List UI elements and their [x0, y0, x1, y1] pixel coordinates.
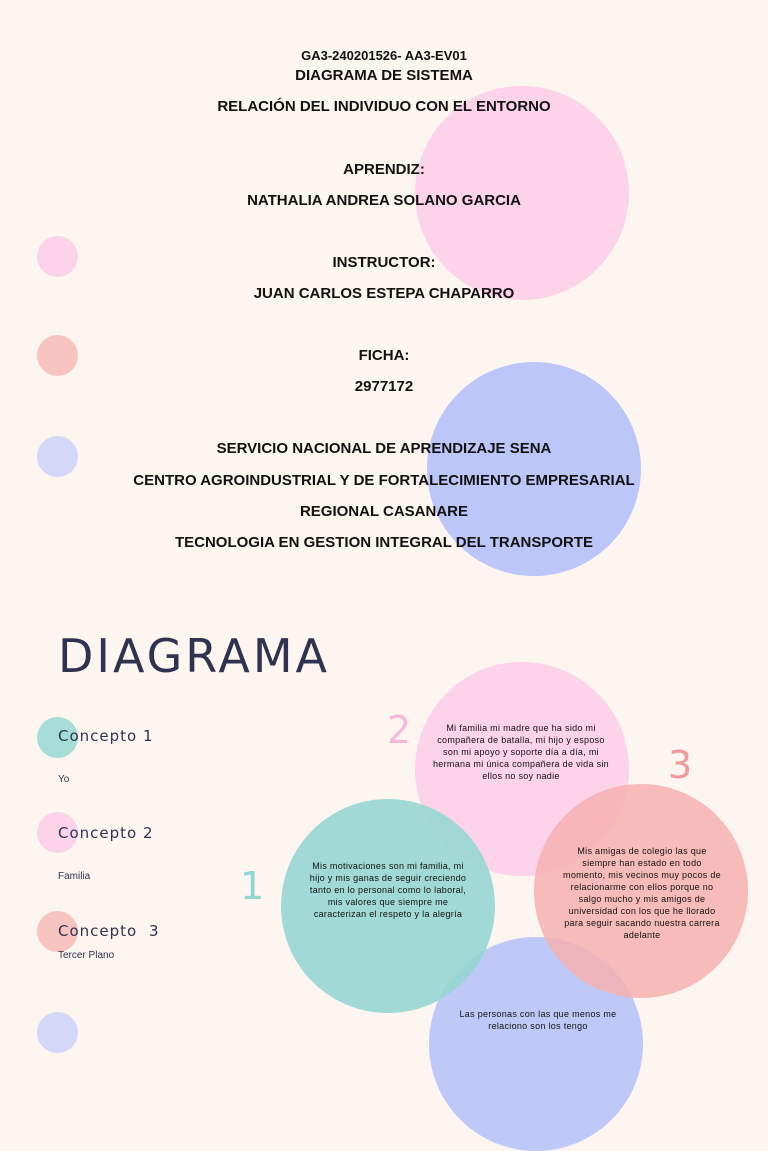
document-title: DIAGRAMA DE SISTEMA — [295, 67, 473, 84]
document-subtitle: RELACIÓN DEL INDIVIDUO CON EL ENTORNO — [217, 98, 551, 115]
concept-1-label: Concepto 1 — [58, 727, 154, 745]
concept-2-label: Concepto 2 — [58, 824, 154, 842]
apprentice-name: NATHALIA ANDREA SOLANO GARCIA — [247, 192, 521, 209]
diagram-heading: DIAGRAMA — [58, 629, 331, 683]
program-name: TECNOLOGIA EN GESTION INTEGRAL DEL TRANSPORTE — [174, 534, 594, 551]
apprentice-label: APRENDIZ: — [343, 161, 425, 178]
ficha-number: 2977172 — [354, 378, 414, 395]
circle-text-self: Mis motivaciones son mi familia, mi hijo y mis ganas de seguir creciendo tanto en lo personal como lo laboral, mis valores que siempre me caracterizan el respeto y la alegría — [309, 861, 467, 919]
instructor-label: INSTRUCTOR: — [332, 254, 436, 271]
concept-1-sub: Yo — [58, 774, 70, 785]
concept-2-sub: Familia — [58, 871, 91, 882]
institution-name: SERVICIO NACIONAL DE APRENDIZAJE SENA — [216, 440, 552, 457]
diagram-number-1: 1 — [240, 864, 265, 908]
ficha-label: FICHA: — [358, 347, 410, 364]
document-code: GA3-240201526- AA3-EV01 — [301, 48, 467, 63]
circle-text-others: Las personas con las que menos me relaciono son los tengo — [459, 1009, 617, 1031]
circle-text-family: Mi familia mi madre que ha sido mi compañera de batalla, mi hijo y esposo son mi apoyo y soporte día a día, mi hermana mi única compañera de vida sin ellos no soy nadie — [433, 723, 609, 781]
diagram-number-2: 2 — [387, 708, 412, 752]
center-name: CENTRO AGROINDUSTRIAL Y DE FORTALECIMIENTO EMPRESARIAL — [133, 472, 635, 489]
concept-4-dot — [37, 1012, 78, 1053]
diagram-number-3: 3 — [668, 743, 693, 787]
regional-name: REGIONAL CASANARE — [299, 503, 469, 520]
concept-3-sub: Tercer Plano — [58, 950, 115, 961]
instructor-name: JUAN CARLOS ESTEPA CHAPARRO — [253, 285, 515, 302]
circle-text-friends: Mis amigas de colegio las que siempre han estado en todo momento, mis vecinos muy pocos de relacionarme con ellos porque no salgo mucho y mis amigos de universidad con los que he llorado para seguir sacando nuestra carrera adelante — [563, 846, 721, 940]
concept-3-label: Concepto 3 — [58, 922, 160, 940]
